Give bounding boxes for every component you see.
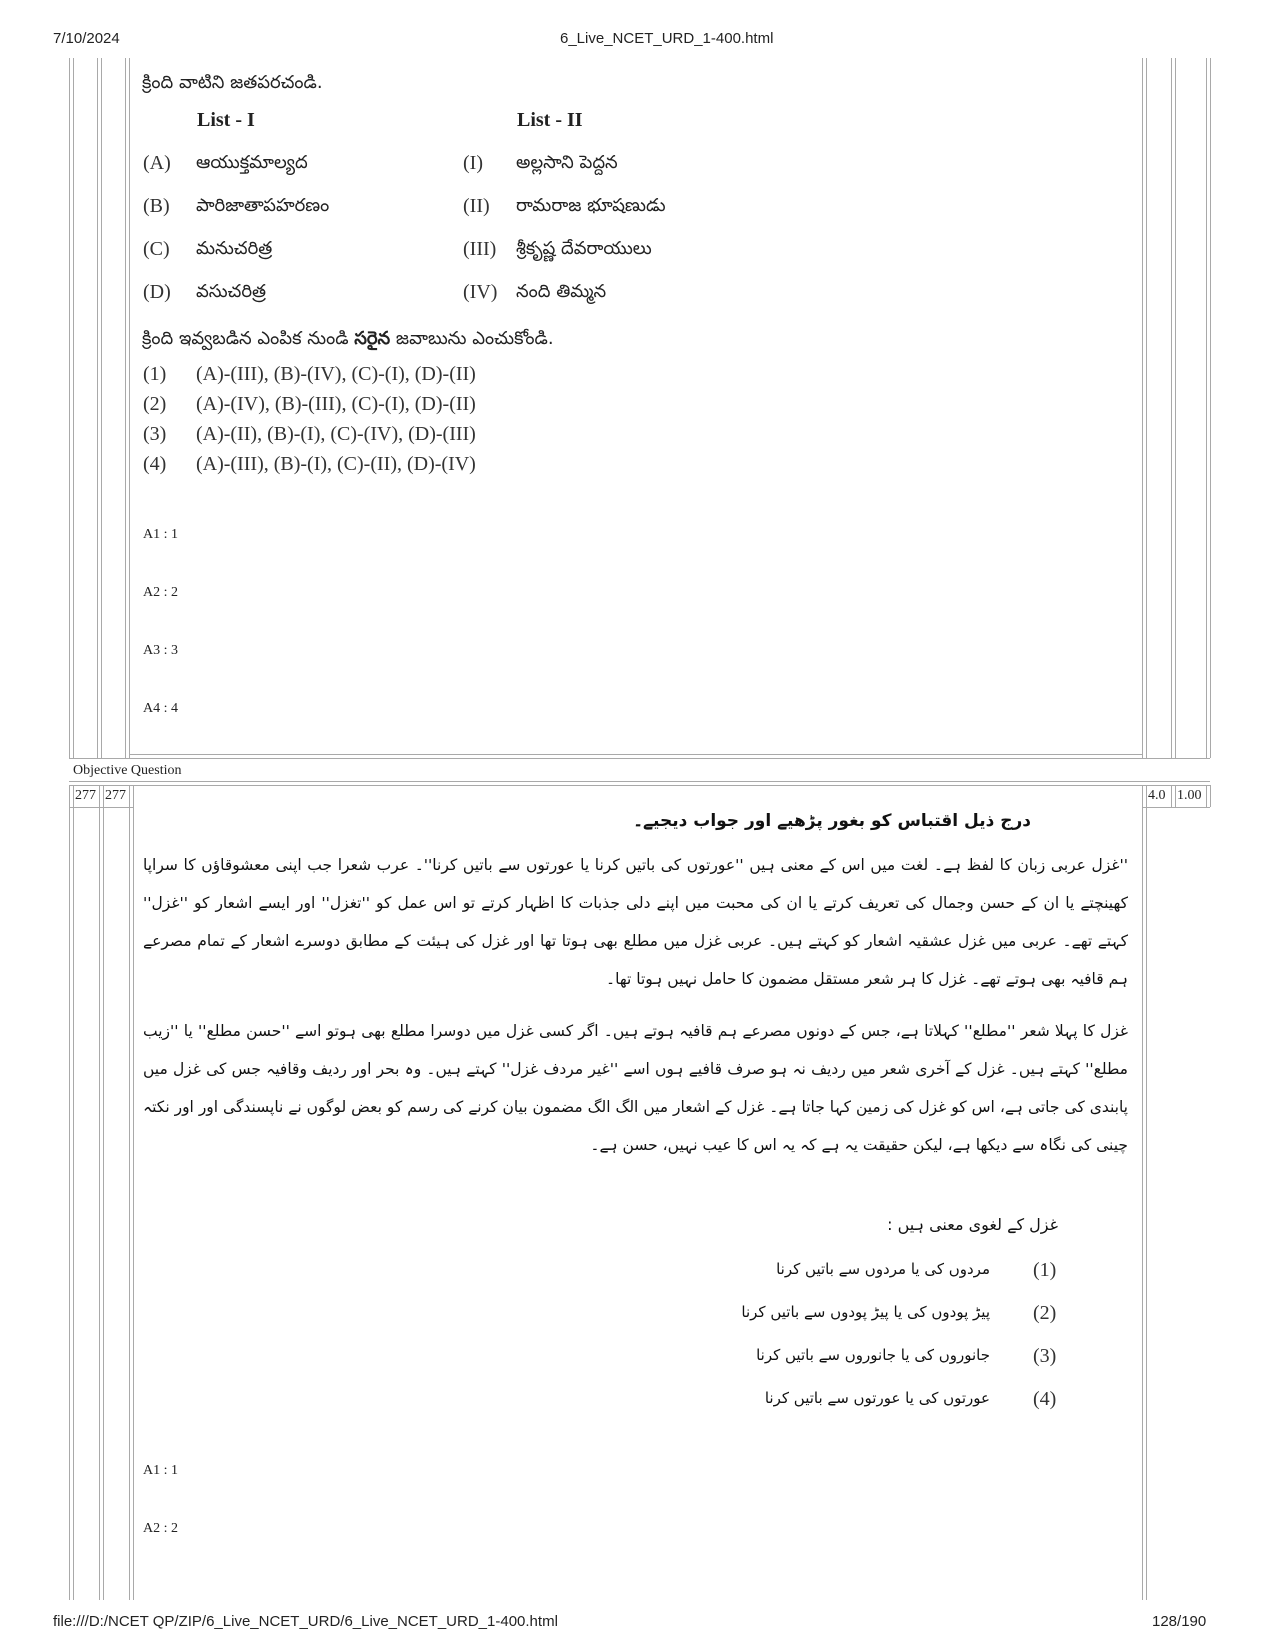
option-text: (A)-(III), (B)-(I), (C)-(II), (D)-(IV) (196, 453, 476, 475)
option-number: (4) (1033, 1388, 1057, 1410)
table-border (69, 785, 1210, 786)
table-border (1210, 785, 1211, 807)
table-border (103, 785, 104, 1600)
table-border (99, 785, 100, 1600)
list2-item: శ్రీకృష్ణ దేవరాయులు (516, 238, 652, 259)
list1-heading: List - I (197, 109, 255, 131)
list2-label: (II) (463, 195, 490, 217)
list2-item: అల్లసాని పెద్దన (516, 152, 618, 173)
list2-item: రామరాజ భూషణుడు (516, 195, 666, 216)
passage-paragraph-1: ''غزل عربی زبان کا لفظ ہے۔ لغت میں اس کے معنی ہیں ''عورتوں کی باتیں کرنا یا عورتوں سے باتیں کرنا''۔ عرب شعرا جب اپنی معشوقاؤں کا سراپا کھینچتے یا ان کے حسن وجمال کی تعریف کرتے یا ان کی محبت میں اپنے دلی جذبات کا اظہار کرتے تو اس عمل کو ''تغزل'' اور ایسے اشعار کو ''غزل'' کہتے تھے۔ عربی میں غزل عشقیہ اشعار کو کہتے ہیں۔ عربی غزل میں مطلع بھی ہوتا تھا اور غزل کی ہیئت کے مطابق دوسرے اشعار کے تمام مصرعے ہم قافیہ بھی ہوتے تھے۔ غزل کا ہر شعر مستقل مضمون کا حامل نہیں ہوتا تھا۔ (143, 856, 1128, 988)
table-border (69, 781, 1210, 782)
table-border (1142, 807, 1210, 808)
list1-item: మనుచరిత్ర (196, 238, 273, 259)
table-border (129, 58, 130, 758)
choose-instruction (142, 328, 554, 353)
list2-label: (III) (463, 238, 497, 260)
list1-label: (B) (143, 195, 170, 217)
list2-label: (IV) (463, 281, 498, 303)
option-text: مردوں کی یا مردوں سے باتیں کرنا (776, 1260, 990, 1278)
option-number: (2) (143, 393, 167, 415)
table-border (133, 785, 134, 1600)
table-border (129, 785, 130, 1600)
answer-option: A1 : 1 (143, 527, 178, 542)
option-text: (A)-(III), (B)-(IV), (C)-(I), (D)-(II) (196, 363, 476, 385)
table-border (1210, 58, 1211, 758)
table-border (97, 58, 98, 758)
option-number: (3) (143, 423, 167, 445)
list1-label: (A) (143, 152, 171, 174)
passage-paragraph-2: غزل کا پہلا شعر ''مطلع'' کہلاتا ہے، جس کے دونوں مصرعے ہم قافیہ ہوتے ہیں۔ اگر کسی غزل میں دوسرا مطلع بھی ہوتو اسے ''حسن مطلع'' یا ''زیب مطلع'' کہتے ہیں۔ غزل کے آخری شعر میں ردیف نہ ہو صرف قافیے ہوں اسے ''غیر مردف غزل'' کہتے ہیں۔ وہ بحر اور ردیف وقافیہ جس کی غزل میں پابندی کی جاتی ہے، اس کو غزل کی زمین کہا جاتا ہے۔ غزل کے اشعار میں الگ الگ مضمون بیان کرنے کی رسم کو بعض لوگوں نے ناپسندگی اور اور نکتہ چینی کی نگاہ سے دیکھا ہے، لیکن حقیقت یہ ہے کہ یہ اس کا عیب نہیں، حسن ہے۔ (143, 1022, 1128, 1154)
list2-label: (I) (463, 152, 483, 174)
table-border (69, 58, 70, 758)
answer-option: A2 : 2 (143, 585, 178, 600)
table-border (69, 785, 70, 1600)
table-border (69, 758, 1210, 759)
choose-instruction-post: జవాబును ఎంచుకోండి. (390, 328, 554, 349)
option-number: (4) (143, 453, 167, 475)
option-number: (3) (1033, 1345, 1057, 1367)
answer-option: A1 : 1 (143, 1463, 178, 1478)
match-instruction: క్రింది వాటిని జతపరచండి. (142, 72, 323, 93)
table-border (1146, 58, 1147, 758)
question-id: 277 (105, 788, 126, 803)
answer-option: A3 : 3 (143, 643, 178, 658)
option-text: (A)-(II), (B)-(I), (C)-(IV), (D)-(III) (196, 423, 476, 445)
list1-item: వసుచరిత్ర (196, 281, 267, 302)
table-border (1171, 785, 1172, 807)
list1-label: (C) (143, 238, 170, 260)
list2-item: నంది తిమ్మన (516, 281, 607, 302)
question-stem: غزل کے لغوی معنی ہیں : (887, 1215, 1058, 1234)
table-border (69, 807, 133, 808)
list1-item: ఆయుక్తమాల్యద (196, 152, 308, 173)
negative-marks-value: 1.00 (1177, 788, 1202, 803)
table-border (1175, 785, 1176, 807)
table-border (101, 58, 102, 758)
file-path: file:///D:/NCET QP/ZIP/6_Live_NCET_URD/6_Live_NCET_URD_1-400.html (53, 1613, 558, 1630)
answer-option: A4 : 4 (143, 701, 178, 716)
option-text: عورتوں کی یا عورتوں سے باتیں کرنا (764, 1389, 990, 1407)
option-number: (1) (143, 363, 167, 385)
list1-label: (D) (143, 281, 171, 303)
passage-heading: درج ذیل اقتباس کو بغور پڑھیے اور جواب دیجیے۔ (633, 811, 1031, 831)
option-text: جانوروں کی یا جانوروں سے باتیں کرنا (756, 1346, 990, 1364)
answer-option: A2 : 2 (143, 1521, 178, 1536)
print-date: 7/10/2024 (53, 30, 120, 47)
table-border (1206, 58, 1207, 758)
table-border (73, 785, 74, 1600)
choose-instruction-emphasis: సరైన (354, 328, 391, 349)
serial-number: 277 (75, 788, 96, 803)
table-border (73, 58, 74, 758)
print-title: 6_Live_NCET_URD_1-400.html (560, 30, 774, 47)
marks-value: 4.0 (1148, 788, 1166, 803)
option-number: (1) (1033, 1259, 1057, 1281)
table-border (1142, 58, 1143, 758)
option-text: پیڑ پودوں کی یا پیڑ پودوں سے باتیں کرنا (741, 1303, 990, 1321)
table-border (129, 754, 1142, 755)
choose-instruction-pre: క్రింది ఇవ్వబడిన ఎంపిక నుండి (142, 328, 355, 349)
question-type-label: Objective Question (73, 763, 182, 778)
table-border (1171, 58, 1172, 758)
table-border (1175, 58, 1176, 758)
table-border (1206, 785, 1207, 807)
table-border (125, 58, 126, 758)
table-border (1142, 785, 1143, 1600)
page-number: 128/190 (1152, 1613, 1207, 1630)
list1-item: పారిజాతాపహరణం (196, 195, 330, 216)
option-number: (2) (1033, 1302, 1057, 1324)
list2-heading: List - II (517, 109, 583, 131)
option-text: (A)-(IV), (B)-(III), (C)-(I), (D)-(II) (196, 393, 476, 415)
table-border (1146, 785, 1147, 1600)
